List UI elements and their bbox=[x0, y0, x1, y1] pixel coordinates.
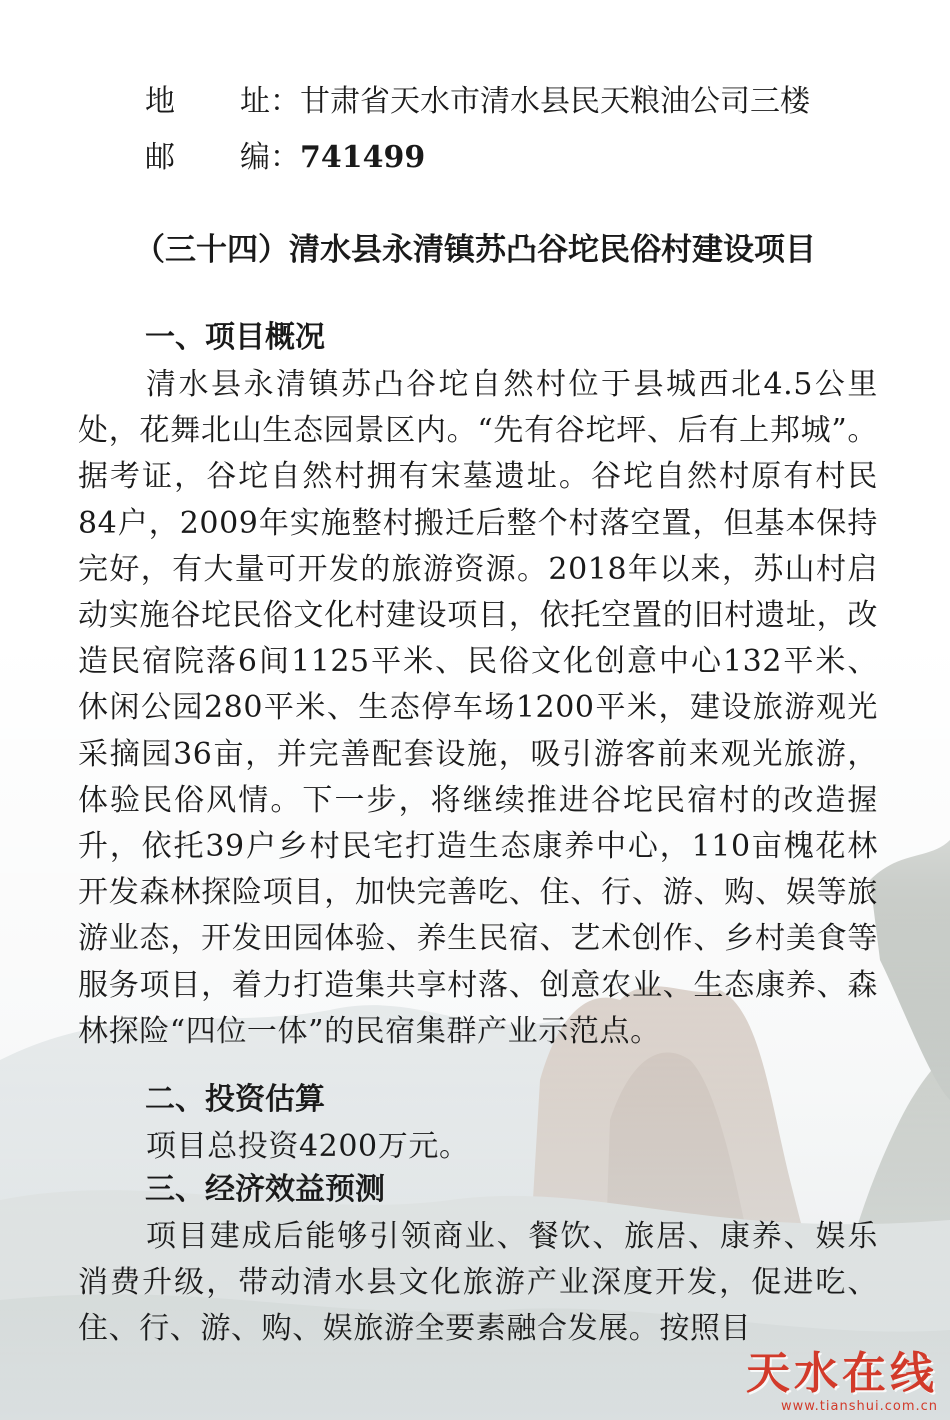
postcode-line bbox=[145, 138, 425, 178]
section-text-benefit: 项目建成后能够引领商业、餐饮、旅居、康养、娱乐消费升级，带动清水县文化旅游产业深度开发，促进吃、住、行、游、购、娱旅游全要素融合发展。按照目 bbox=[78, 1219, 878, 1347]
project-title: （三十四）清水县永清镇苏凸谷坨民俗村建设项目 bbox=[134, 232, 816, 268]
address-value: 甘肃省天水市清水县民天粮油公司三楼 bbox=[300, 84, 810, 119]
address-label-2: 址： bbox=[240, 84, 300, 119]
postcode-value: 741499 bbox=[300, 140, 426, 175]
section-heading-investment: 二、投资估算 bbox=[145, 1082, 325, 1117]
watermark-url: www.tianshui.com.cn bbox=[780, 1399, 938, 1414]
postcode-label-2: 编： bbox=[240, 140, 300, 175]
site-watermark bbox=[746, 1337, 938, 1414]
postcode-label-1: 邮 bbox=[145, 140, 175, 175]
section-heading-overview: 一、项目概况 bbox=[145, 320, 325, 355]
section-text-investment: 项目总投资4200万元。 bbox=[146, 1129, 470, 1164]
section-heading-benefit: 三、经济效益预测 bbox=[145, 1172, 385, 1207]
address-line bbox=[145, 82, 810, 122]
section-text-overview: 清水县永清镇苏凸谷坨自然村位于县城西北4.5公里处，花舞北山生态园景区内。“先有谷坨坪、后有上邦城”。据考证，谷坨自然村拥有宋墓遗址。谷坨自然村原有村民84户，2009年实施整村搬迁后整个村落空置，但基本保持完好，有大量可开发的旅游资源。2018年以来，苏山村启动实施谷坨民俗文化村建设项目，依托空置的旧村遗址，改造民宿院落6间1125平米、民俗文化创意中心132平米、休闲公园280平米、生态停车场1200平米，建设旅游观光采摘园36亩，并完善配套设施，吸引游客前来观光旅游，体验民俗风情。下一步，将继续推进谷坨民宿村的改造握升，依托39户乡村民宅打造生态康养中心，110亩槐花林开发森林探险项目，加快完善吃、住、行、游、购、娱等旅游业态，开发田园体验、养生民宿、艺术创作、乡村美食等服务项目，着力打造集共享村落、创意农业、生态康养、森林探险“四位一体”的民宿集群产业示范点。 bbox=[78, 367, 878, 1049]
address-label-1: 地 bbox=[145, 84, 175, 119]
watermark-brand: 天水在线 bbox=[746, 1348, 938, 1399]
